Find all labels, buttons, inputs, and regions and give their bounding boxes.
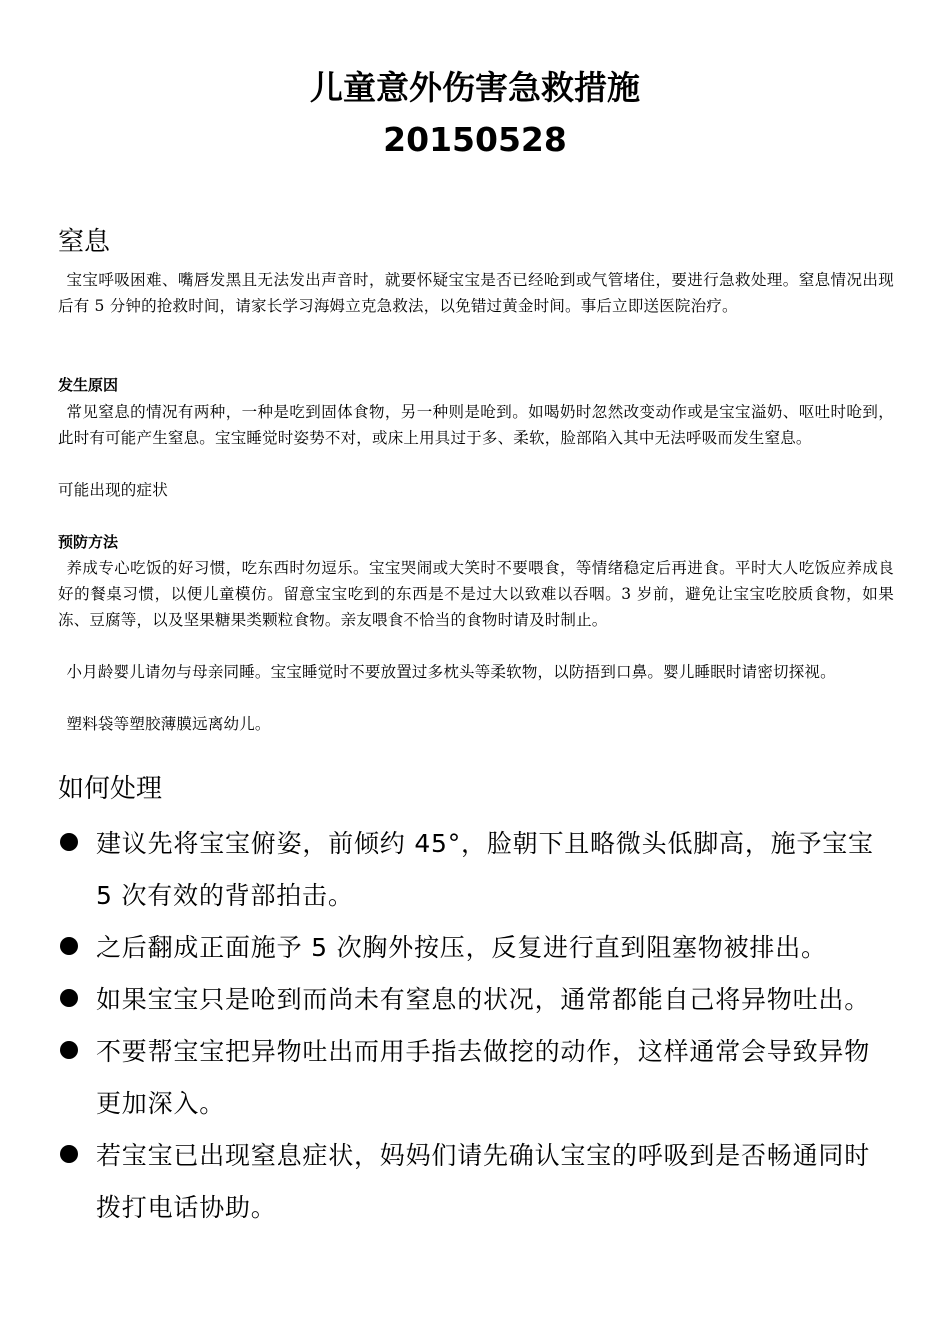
document-date: 20150528 (383, 120, 567, 159)
list-item (58, 922, 894, 974)
choking-intro-paragraph: 宝宝呼吸困难、嘴唇发黑且无法发出声音时，就要怀疑宝宝是否已经呛到或气管堵住，要进行急救处理。窒息情况出现后有 5 分钟的抢救时间，请家长学习海姆立克急救法，以免错过黄金时间。事后立即送医院治疗。 (58, 271, 894, 315)
list-item (58, 974, 894, 1026)
list-item (58, 1026, 894, 1130)
symptoms-label: 可能出现的症状 (58, 481, 168, 499)
section-heading-handling: 如何处理 (58, 774, 163, 804)
prevention-paragraph-1: 养成专心吃饭的好习惯，吃东西时勿逗乐。宝宝哭闹或大笑时不要喂食，等情绪稳定后再进食。平时大人吃饭应养成良好的餐桌习惯，以便儿童模仿。留意宝宝吃到的东西是不是过大以致难以吞咽。3 岁前，避免让宝宝吃胶质食物，如果冻、豆腐等，以及坚果糖果类颗粒食物。亲友喂食不恰当的食物时请及时制止。 (58, 559, 894, 629)
prevention-paragraph-3: 塑料袋等塑胶薄膜远离幼儿。 (66, 715, 271, 733)
bullet-icon (60, 1145, 78, 1163)
list-item-text: 之后翻成正面施予 5 次胸外按压，反复进行直到阻塞物被排出。 (96, 933, 827, 962)
bullet-icon (60, 833, 78, 851)
handling-list (58, 818, 894, 1234)
list-item-text: 建议先将宝宝俯姿，前倾约 45°，脸朝下且略微头低脚高，施予宝宝 5 次有效的背部拍击。 (96, 829, 874, 910)
bullet-icon (60, 937, 78, 955)
bullet-icon (60, 1041, 78, 1059)
causes-paragraph: 常见窒息的情况有两种，一种是吃到固体食物，另一种则是呛到。如喝奶时忽然改变动作或是宝宝溢奶、呕吐时呛到，此时有可能产生窒息。宝宝睡觉时姿势不对，或床上用具过于多、柔软，脸部陷入其中无法呼吸而发生窒息。 (58, 403, 894, 447)
list-item-text: 如果宝宝只是呛到而尚未有窒息的状况，通常都能自己将异物吐出。 (96, 985, 871, 1014)
document-title: 儿童意外伤害急救措施 (310, 68, 640, 107)
section-heading-causes: 发生原因 (58, 376, 119, 394)
list-item-text: 若宝宝已出现窒息症状，妈妈们请先确认宝宝的呼吸到是否畅通同时拨打电话协助。 (96, 1141, 871, 1222)
prevention-paragraph-2: 小月龄婴儿请勿与母亲同睡。宝宝睡觉时不要放置过多枕头等柔软物，以防捂到口鼻。婴儿睡眠时请密切探视。 (66, 663, 836, 681)
list-item (58, 818, 894, 922)
section-heading-choking: 窒息 (58, 227, 111, 257)
list-item-text: 不要帮宝宝把异物吐出而用手指去做挖的动作，这样通常会导致异物更加深入。 (96, 1037, 871, 1118)
list-item (58, 1130, 894, 1234)
bullet-icon (60, 989, 78, 1007)
section-heading-prevention: 预防方法 (58, 533, 119, 551)
